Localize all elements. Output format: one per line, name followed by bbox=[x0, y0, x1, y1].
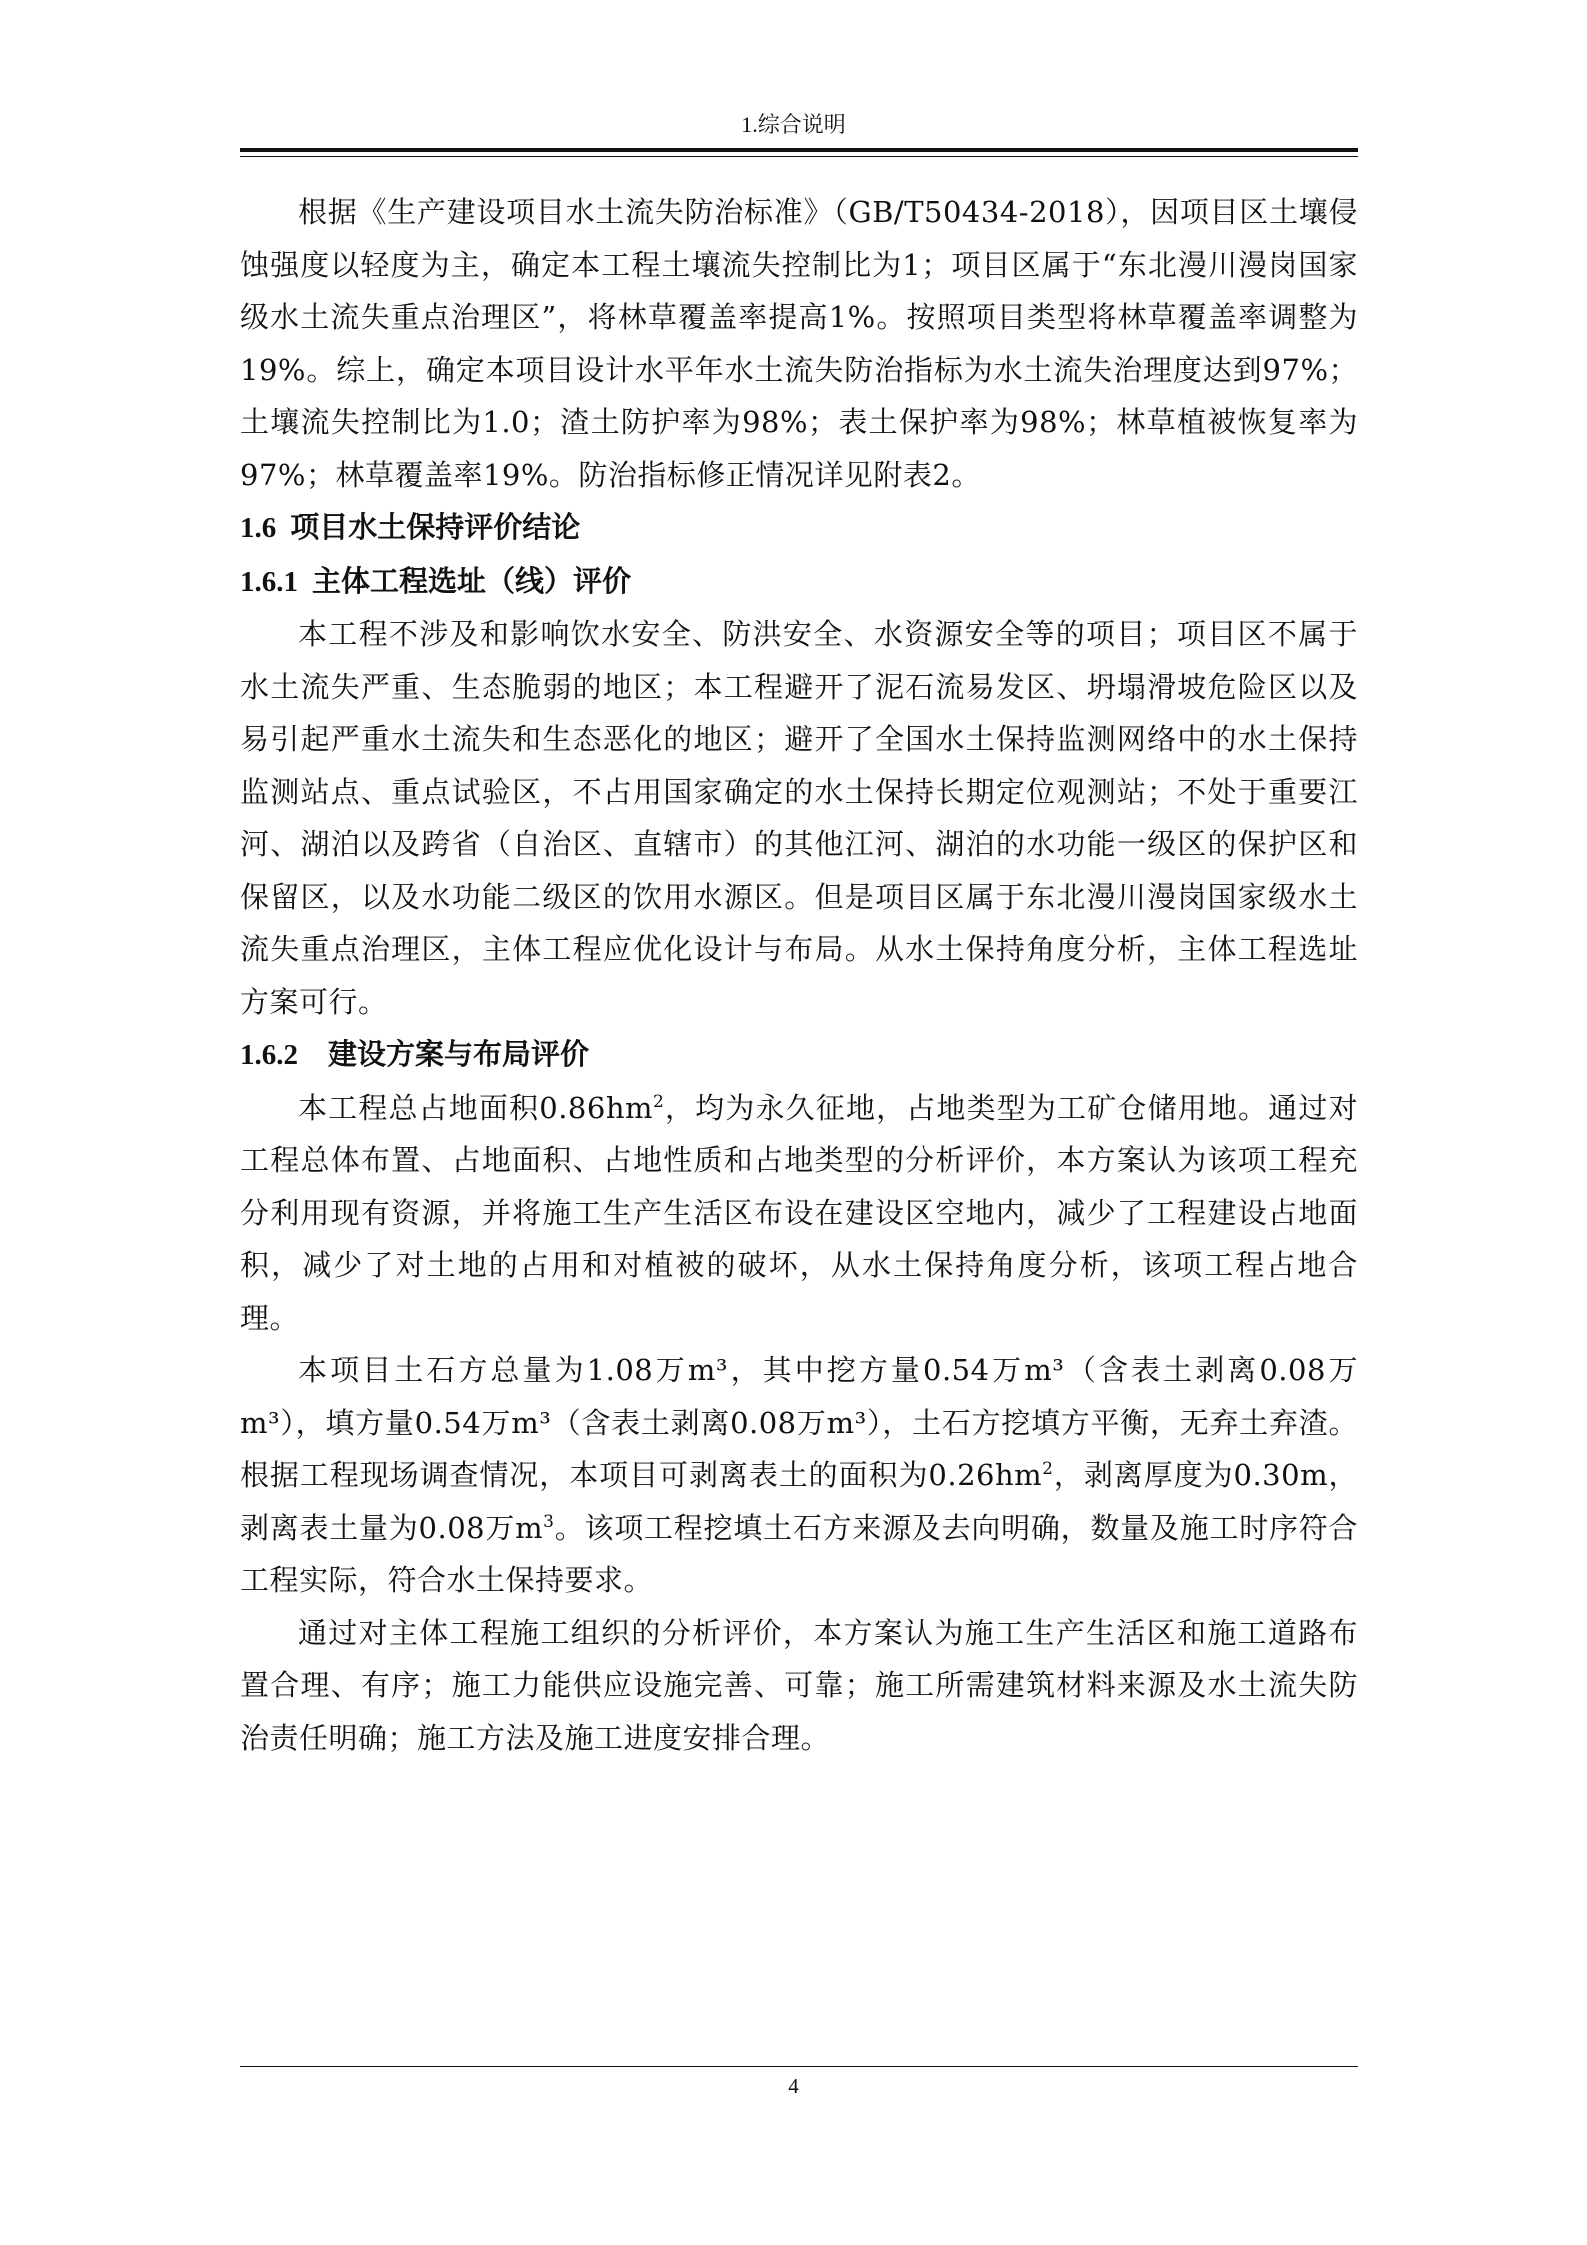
section-heading-1-6-2 bbox=[240, 1028, 1358, 1082]
paragraph-site-selection: 本工程不涉及和影响饮水安全、防洪安全、水资源安全等的项目；项目区不属于水土流失严重、生态脆弱的地区；本工程避开了泥石流易发区、坍塌滑坡危险区以及易引起严重水土流失和生态恶化的地区；避开了全国水土保持监测网络中的水土保持监测站点、重点试验区，不占用国家确定的水土保持长期定位观测站；不处于重要江河、湖泊以及跨省（自治区、直辖市）的其他江河、湖泊的水功能一级区的保护区和保留区，以及水功能二级区的饮用水源区。但是项目区属于东北漫川漫岗国家级水土流失重点治理区，主体工程应优化设计与布局。从水土保持角度分析，主体工程选址方案可行。 bbox=[240, 617, 1358, 1019]
section-heading-1-6 bbox=[240, 501, 1358, 555]
text-run: 。该项工程挖填土石方来源及去向明确，数量及施工时序符合工程实际，符合水土保持要求。 bbox=[240, 1510, 1358, 1597]
text-run: 本项目土石方总量为1.08万m³，其中挖方量0.54万m³（含表土剥离0.08万m³），填方量0.54万m³（含表土剥离0.08万m³），土石方挖填方平衡，无弃土弃渣。根据工程现场调查情况，本项目可剥离表土的面积为0.26hm bbox=[240, 1353, 1358, 1492]
section-number: 1.6.1 bbox=[240, 565, 298, 598]
section-title: 主体工程选址（线）评价 bbox=[312, 563, 632, 598]
paragraph-earthwork bbox=[240, 1344, 1358, 1607]
text-run: ，剥离厚度为0.30m，剥离表土量为0.08万m bbox=[240, 1458, 1358, 1545]
paragraph-construction-organization: 通过对主体工程施工组织的分析评价，本方案认为施工生产生活区和施工道路布置合理、有序；施工力能供应设施完善、可靠；施工所需建筑材料来源及水土流失防治责任明确；施工方法及施工进度安排合理。 bbox=[240, 1615, 1358, 1755]
page-content bbox=[240, 186, 1358, 1764]
paragraph-prevention-targets: 根据《生产建设项目水土流失防治标准》（GB/T50434-2018），因项目区土壤侵蚀强度以轻度为主，确定本工程土壤流失控制比为1；项目区属于“东北漫川漫岗国家级水土流失重点治理区”，将林草覆盖率提高1%。按照项目类型将林草覆盖率调整为19%。综上，确定本项目设计水平年水土流失防治指标为水土流失治理度达到97%；土壤流失控制比为1.0；渣土防护率为98%；表土保护率为98%；林草植被恢复率为97%；林草覆盖率19%。防治指标修正情况详见附表2。 bbox=[240, 195, 1358, 492]
page-number: 4 bbox=[788, 2074, 799, 2098]
footer-rule bbox=[240, 2066, 1358, 2067]
section-title: 项目水土保持评价结论 bbox=[290, 510, 581, 544]
superscript: 2 bbox=[1042, 1459, 1054, 1479]
section-heading-1-6-1 bbox=[240, 555, 1358, 609]
section-number: 1.6 bbox=[240, 512, 277, 544]
header-rule-thin bbox=[240, 156, 1358, 157]
text-run: ，均为永久征地，占地类型为工矿仓储用地。通过对工程总体布置、占地面积、占地性质和占地类型的分析评价，本方案认为该项工程充分利用现有资源，并将施工生产生活区布设在建设区空地内，减少了工程建设占地面积，减少了对土地的占用和对植被的破坏，从水土保持角度分析，该项工程占地合理。 bbox=[240, 1090, 1358, 1335]
section-number: 1.6.2 bbox=[240, 1039, 298, 1071]
header-rule-thick bbox=[240, 148, 1358, 152]
text-run: 本工程总占地面积0.86hm bbox=[298, 1090, 654, 1125]
superscript: 3 bbox=[543, 1511, 555, 1532]
page-header-title: 1.综合说明 bbox=[741, 112, 846, 137]
section-title: 建设方案与布局评价 bbox=[328, 1037, 590, 1071]
superscript: 2 bbox=[653, 1091, 665, 1112]
paragraph-land-occupation bbox=[240, 1082, 1358, 1345]
